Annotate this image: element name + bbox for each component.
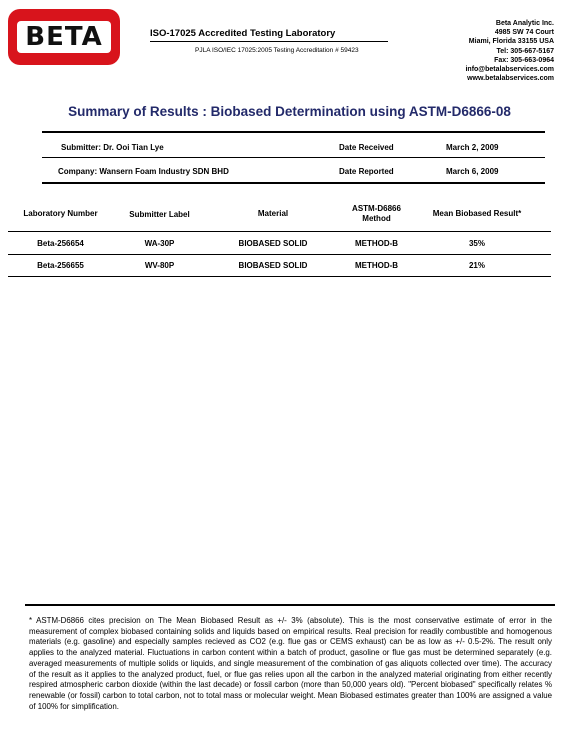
logo-inner (17, 21, 111, 53)
cell-result: 35% (468, 239, 485, 248)
cell-submitter-label: WA-30P (144, 239, 175, 248)
table-bottom-rule (8, 276, 551, 277)
info-divider (42, 157, 545, 158)
company-value: Wansern Foam Industry SDN BHD (99, 167, 229, 176)
cell-result: 21% (468, 261, 485, 270)
header-laboratory-number: Laboratory Number (23, 209, 98, 218)
address-line: Beta Analytic Inc. (495, 20, 554, 27)
submitter-value: Dr. Ooi Tian Lye (103, 143, 164, 152)
cell-material: BIOBASED SOLID (238, 261, 308, 270)
header-divider (150, 41, 388, 42)
company-label: Company: (58, 167, 98, 176)
logo-text: BETA (25, 22, 103, 52)
header-material: Material (257, 209, 289, 218)
company-info (58, 167, 229, 176)
cell-method: METHOD-B (354, 239, 399, 248)
cell-submitter-label: WV-80P (144, 261, 175, 270)
info-bottom-rule (42, 182, 545, 184)
date-reported-label: Date Reported (339, 167, 394, 176)
beta-logo (8, 9, 120, 65)
cell-material: BIOBASED SOLID (238, 239, 308, 248)
accreditation-text: PJLA ISO/IEC 17025:2005 Testing Accreditation # 59423 (195, 47, 359, 54)
cell-lab-number: Beta-256654 (37, 239, 84, 248)
report-title: Summary of Results : Biobased Determination using ASTM-D6866-08 (68, 104, 511, 119)
submitter-info (61, 143, 164, 152)
address-line: Fax: 305-663-0964 (494, 56, 554, 64)
table-header-rule (8, 231, 551, 232)
lab-title: ISO-17025 Accredited Testing Laboratory (150, 28, 336, 39)
header-astm-method: ASTM-D6866 Method (352, 204, 401, 223)
date-reported-value: March 6, 2009 (446, 167, 499, 176)
address-line: Miami, Florida 33155 USA (468, 38, 554, 46)
date-received-value: March 2, 2009 (446, 143, 499, 152)
footnote-rule (25, 604, 555, 606)
company-address (465, 19, 554, 83)
cell-method: METHOD-B (354, 261, 399, 270)
cell-lab-number: Beta-256655 (37, 261, 84, 270)
title-rule (42, 131, 545, 133)
address-email: info@betalabservices.com (465, 66, 554, 74)
footnote-text: * ASTM-D6866 cites precision on The Mean Biobased Result as +/- 3% (absolute). This is the most conservative estimate of error in the measurement of complex biobased containing solids and liquids based on empirical results. Real precision for readily combustible and homogenous materials (e.g. gasoline) and especially samples recieved as CO2 (e.g. flue gas or CEMS exhaust) can be as low as +/- 0.5-2%. The result only applies to the analyzed material. Fluctuations in carbon content within a batch of product, gasoline or flue gas must be determined separately (e.g. averaged measurements of multiple solids or liquids, and single measurement of the combination of gas aliquots collected over time). The accuracy of the result as it applies to the analyzed product, fuel, or flue gas relies upon all the carbon in the analyzed material originating from either recently respired atmospheric carbon dioxide (within the last decade) or fossil carbon (more than 50,000 years old). "Percent biobased" specifically relates % renewable (or fossil) carbon to total carbon, not to total mass or molecular weight. Mean Biobased estimates greater than 100% are assigned a value of 100% for simplification. (29, 616, 552, 711)
address-website: www.betalabservices.com (467, 75, 554, 83)
header-mean-biobased-result: Mean Biobased Result* (432, 209, 522, 218)
header-submitter-label: Submitter Label (129, 210, 190, 219)
submitter-label: Submitter: (61, 143, 101, 152)
address-line: 4985 SW 74 Court (494, 29, 554, 37)
address-line: Tel: 305-667-5167 (496, 47, 554, 55)
date-received-label: Date Received (339, 143, 394, 152)
table-row-rule (8, 254, 551, 255)
